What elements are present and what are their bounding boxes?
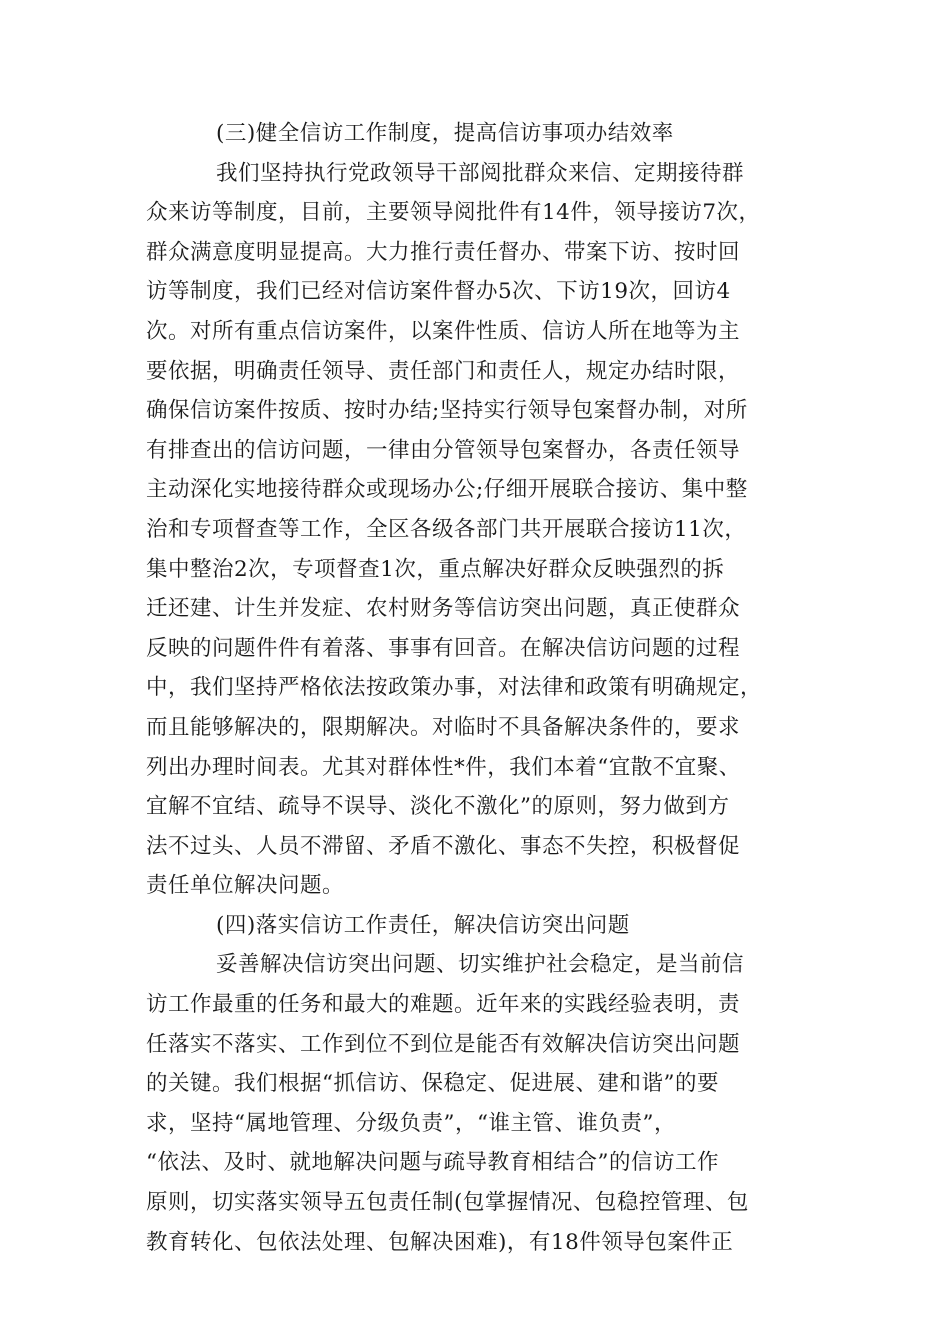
paragraph-line: 集中整治2次，专项督查1次，重点解决好群众反映强烈的拆 — [146, 556, 725, 582]
document-body — [146, 114, 806, 1262]
paragraph-line: 教育转化、包依法处理、包解决困难)，有18件领导包案件正 — [146, 1229, 734, 1255]
paragraph-line: 有排查出的信访问题，一律由分管领导包案督办，各责任领导 — [146, 437, 741, 463]
paragraph-line: 治和专项督查等工作，全区各级各部门共开展联合接访11次， — [146, 516, 747, 542]
paragraph-line: 我们坚持执行党政领导干部阅批群众来信、定期接待群 — [216, 160, 745, 186]
paragraph-line: 求，坚持“属地管理、分级负责”，“谁主管、谁负责”， — [146, 1110, 676, 1136]
paragraph-line: 中，我们坚持严格依法按政策办事，对法律和政策有明确规定， — [146, 675, 763, 701]
paragraph-line: 列出办理时间表。尤其对群体性*件，我们本着“宜散不宜聚、 — [146, 754, 741, 780]
paragraph-line: “依法、及时、就地解决问题与疏导教育相结合”的信访工作 — [146, 1150, 719, 1176]
paragraph-line: 任落实不落实、工作到位不到位是能否有效解决信访突出问题 — [146, 1031, 741, 1057]
paragraph-line: 迁还建、计生并发症、农村财务等信访突出问题，真正使群众 — [146, 596, 741, 622]
paragraph-line: 反映的问题件件有着落、事事有回音。在解决信访问题的过程 — [146, 635, 741, 661]
paragraph-line: 要依据，明确责任领导、责任部门和责任人，规定办结时限， — [146, 358, 741, 384]
paragraph-line: 主动深化实地接待群众或现场办公;仔细开展联合接访、集中整 — [146, 477, 748, 503]
section-heading-3: (三)健全信访工作制度，提高信访事项办结效率 — [216, 121, 674, 146]
paragraph-line: 次。对所有重点信访案件，以案件性质、信访人所在地等为主 — [146, 318, 741, 344]
paragraph-line: 访等制度，我们已经对信访案件督办5次、下访19次，回访4 — [146, 279, 731, 305]
paragraph-line: 而且能够解决的，限期解决。对临时不具备解决条件的，要求 — [146, 714, 741, 740]
paragraph-line: 法不过头、人员不滞留、矛盾不激化、事态不失控，积极督促 — [146, 833, 741, 859]
paragraph-line: 原则，切实落实领导五包责任制(包掌握情况、包稳控管理、包 — [146, 1190, 749, 1216]
paragraph-line: 群众满意度明显提高。大力推行责任督办、带案下访、按时回 — [146, 239, 741, 265]
paragraph-line: 的关键。我们根据“抓信访、保稳定、促进展、建和谐”的要 — [146, 1071, 719, 1097]
paragraph-line: 访工作最重的任务和最大的难题。近年来的实践经验表明，责 — [146, 992, 741, 1018]
section-heading-4: (四)落实信访工作责任，解决信访突出问题 — [216, 912, 630, 938]
paragraph-line: 宜解不宜结、疏导不误导、淡化不激化”的原则，努力做到方 — [146, 794, 730, 820]
paragraph-line: 责任单位解决问题。 — [146, 873, 345, 899]
paragraph-line: 妥善解决信访突出问题、切实维护社会稳定，是当前信 — [216, 952, 745, 978]
paragraph-line: 众来访等制度，目前，主要领导阅批件有14件，领导接访7次， — [146, 200, 761, 226]
paragraph-line: 确保信访案件按质、按时办结;坚持实行领导包案督办制，对所 — [146, 398, 748, 424]
